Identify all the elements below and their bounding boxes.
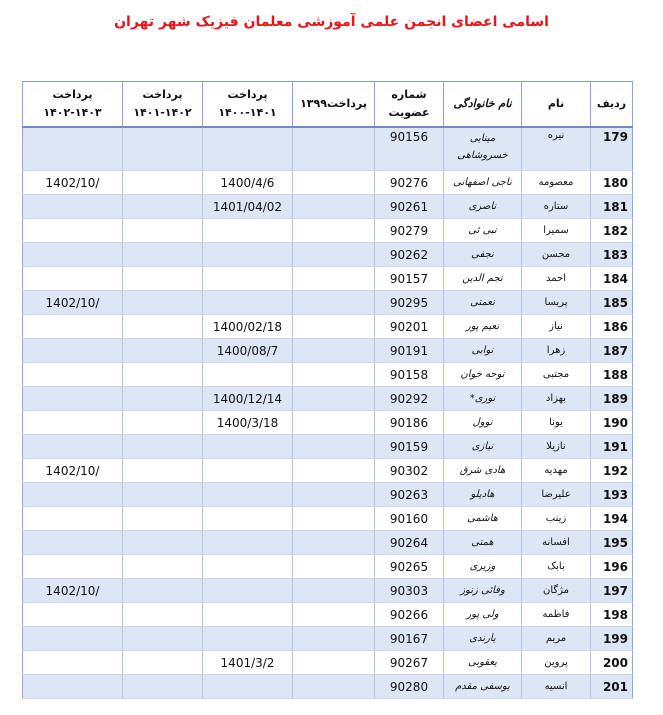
row-number-cell: 201 xyxy=(591,675,633,699)
member-number-cell: 90167 xyxy=(375,627,444,651)
table-row xyxy=(23,315,633,339)
payment-1399-cell xyxy=(293,579,375,603)
payment-1399-cell xyxy=(293,387,375,411)
family-name-cell: نیازی xyxy=(444,435,522,459)
table-row xyxy=(23,483,633,507)
first-name-cell: زهرا xyxy=(522,339,591,363)
payment-1400-1401-cell xyxy=(203,435,293,459)
row-number-cell: 185 xyxy=(591,291,633,315)
payment-1399-cell xyxy=(293,531,375,555)
first-name-cell: نیره xyxy=(522,127,591,171)
row-number-cell: 182 xyxy=(591,219,633,243)
payment-1401-1402-cell xyxy=(123,363,203,387)
payment-1400-1401-cell: 1400/3/18 xyxy=(203,411,293,435)
payment-1400-1401-cell: 1400/08/7 xyxy=(203,339,293,363)
payment-1401-1402-cell xyxy=(123,531,203,555)
payment-1401-1402-cell xyxy=(123,267,203,291)
payment-1399-cell xyxy=(293,243,375,267)
payment-1399-cell xyxy=(293,507,375,531)
row-number-cell: 197 xyxy=(591,579,633,603)
payment-1401-1402-cell xyxy=(123,579,203,603)
row-number-cell: 180 xyxy=(591,171,633,195)
member-number-cell: 90295 xyxy=(375,291,444,315)
family-name-cell: نعمتی xyxy=(444,291,522,315)
row-number-cell: 193 xyxy=(591,483,633,507)
member-number-cell: 90292 xyxy=(375,387,444,411)
member-number-cell: 90157 xyxy=(375,267,444,291)
payment-1400-1401-cell xyxy=(203,627,293,651)
member-number-cell: 90160 xyxy=(375,507,444,531)
payment-1402-1403-cell xyxy=(23,627,123,651)
table-header-row xyxy=(23,82,633,128)
payment-1401-1402-cell xyxy=(123,291,203,315)
first-name-cell: زینب xyxy=(522,507,591,531)
payment-1401-1402-cell xyxy=(123,339,203,363)
payment-1401-1402-cell xyxy=(123,171,203,195)
first-name-cell: مهدیه xyxy=(522,459,591,483)
payment-1399-cell xyxy=(293,127,375,171)
member-number-cell: 90279 xyxy=(375,219,444,243)
member-number-cell: 90267 xyxy=(375,651,444,675)
table-row xyxy=(23,603,633,627)
payment-1399-cell xyxy=(293,459,375,483)
payment-1399-cell xyxy=(293,171,375,195)
payment-1400-1401-cell: 1400/12/14 xyxy=(203,387,293,411)
header-payment-1400-1401: پرداخت ۱۴۰۱-۱۴۰۰ xyxy=(203,82,293,128)
payment-1402-1403-cell xyxy=(23,555,123,579)
payment-1402-1403-cell xyxy=(23,339,123,363)
payment-1399-cell xyxy=(293,195,375,219)
row-number-cell: 181 xyxy=(591,195,633,219)
member-number-cell: 90276 xyxy=(375,171,444,195)
payment-1401-1402-cell xyxy=(123,387,203,411)
first-name-cell: معصومه xyxy=(522,171,591,195)
payment-1400-1401-cell xyxy=(203,267,293,291)
member-number-cell: 90266 xyxy=(375,603,444,627)
payment-1400-1401-cell xyxy=(203,507,293,531)
payment-1402-1403-cell xyxy=(23,387,123,411)
family-name-cell: هاشمی xyxy=(444,507,522,531)
payment-1400-1401-cell xyxy=(203,531,293,555)
payment-1402-1403-cell xyxy=(23,483,123,507)
member-number-cell: 90261 xyxy=(375,195,444,219)
row-number-cell: 188 xyxy=(591,363,633,387)
payment-1399-cell xyxy=(293,315,375,339)
payment-1402-1403-cell xyxy=(23,435,123,459)
row-number-cell: 189 xyxy=(591,387,633,411)
family-name-cell: نجم الدین xyxy=(444,267,522,291)
first-name-cell: بابک xyxy=(522,555,591,579)
family-name-cell: وفائی زنوز xyxy=(444,579,522,603)
payment-1400-1401-cell xyxy=(203,555,293,579)
table-row xyxy=(23,627,633,651)
family-name-cell: نعیم پور xyxy=(444,315,522,339)
header-payment-1401-1402: پرداخت ۱۴۰۲-۱۴۰۱ xyxy=(123,82,203,128)
payment-1399-cell xyxy=(293,651,375,675)
family-name-cell: نبی ئی xyxy=(444,219,522,243)
payment-1401-1402-cell xyxy=(123,675,203,699)
payment-1400-1401-cell xyxy=(203,291,293,315)
row-number-cell: 194 xyxy=(591,507,633,531)
table-row xyxy=(23,171,633,195)
member-number-cell: 90201 xyxy=(375,315,444,339)
first-name-cell: علیرضا xyxy=(522,483,591,507)
payment-1400-1401-cell: 1400/4/6 xyxy=(203,171,293,195)
table-row xyxy=(23,363,633,387)
payment-1401-1402-cell xyxy=(123,195,203,219)
table-row xyxy=(23,267,633,291)
family-name-cell: هادیلو xyxy=(444,483,522,507)
header-row-number: ردیف xyxy=(591,82,633,128)
members-table xyxy=(22,81,633,699)
header-member-number: شماره عضویت xyxy=(375,82,444,128)
payment-1402-1403-cell xyxy=(23,267,123,291)
payment-1402-1403-cell xyxy=(23,127,123,171)
family-name-cell: نوحه خوان xyxy=(444,363,522,387)
family-name-cell: نوری* xyxy=(444,387,522,411)
member-number-cell: 90156 xyxy=(375,127,444,171)
payment-1399-cell xyxy=(293,627,375,651)
first-name-cell: فاطمه xyxy=(522,603,591,627)
row-number-cell: 184 xyxy=(591,267,633,291)
payment-1402-1403-cell xyxy=(23,675,123,699)
table-row xyxy=(23,339,633,363)
member-number-cell: 90303 xyxy=(375,579,444,603)
payment-1399-cell xyxy=(293,339,375,363)
family-name-cell: نوول xyxy=(444,411,522,435)
header-family: نام خانوادگی xyxy=(444,82,522,128)
first-name-cell: محسن xyxy=(522,243,591,267)
family-name-cell: یعقوبی xyxy=(444,651,522,675)
payment-1401-1402-cell xyxy=(123,219,203,243)
first-name-cell: پروین xyxy=(522,651,591,675)
row-number-cell: 200 xyxy=(591,651,633,675)
payment-1399-cell xyxy=(293,483,375,507)
table-row xyxy=(23,219,633,243)
page-title: اسامی اعضای انجمن علمی آموزشی معلمان فیزیک شهر تهران xyxy=(114,14,549,30)
table-row xyxy=(23,127,633,171)
row-number-cell: 192 xyxy=(591,459,633,483)
payment-1401-1402-cell xyxy=(123,411,203,435)
row-number-cell: 183 xyxy=(591,243,633,267)
header-payment-1399: پرداخت۱۳۹۹ xyxy=(293,82,375,128)
family-name-cell: نجفی xyxy=(444,243,522,267)
member-number-cell: 90264 xyxy=(375,531,444,555)
payment-1402-1403-cell: 1402/10/ xyxy=(23,171,123,195)
payment-1401-1402-cell xyxy=(123,555,203,579)
family-name-cell: یوسفی مقدم xyxy=(444,675,522,699)
payment-1399-cell xyxy=(293,675,375,699)
row-number-cell: 196 xyxy=(591,555,633,579)
payment-1400-1401-cell: 1401/3/2 xyxy=(203,651,293,675)
row-number-cell: 195 xyxy=(591,531,633,555)
family-name-cell: هادی شرق xyxy=(444,459,522,483)
family-name-cell: همتی xyxy=(444,531,522,555)
member-number-cell: 90158 xyxy=(375,363,444,387)
family-name-cell: ناصری xyxy=(444,195,522,219)
row-number-cell: 198 xyxy=(591,603,633,627)
table-row xyxy=(23,411,633,435)
payment-1399-cell xyxy=(293,435,375,459)
payment-1401-1402-cell xyxy=(123,651,203,675)
payment-1399-cell xyxy=(293,555,375,579)
payment-1402-1403-cell xyxy=(23,195,123,219)
payment-1401-1402-cell xyxy=(123,315,203,339)
table-row xyxy=(23,435,633,459)
payment-1400-1401-cell xyxy=(203,579,293,603)
member-number-cell: 90280 xyxy=(375,675,444,699)
first-name-cell: احمد xyxy=(522,267,591,291)
first-name-cell: نازیلا xyxy=(522,435,591,459)
member-number-cell: 90191 xyxy=(375,339,444,363)
payment-1401-1402-cell xyxy=(123,483,203,507)
payment-1402-1403-cell xyxy=(23,219,123,243)
payment-1401-1402-cell xyxy=(123,243,203,267)
member-number-cell: 90302 xyxy=(375,459,444,483)
payment-1401-1402-cell xyxy=(123,459,203,483)
first-name-cell: نیاز xyxy=(522,315,591,339)
payment-1399-cell xyxy=(293,219,375,243)
payment-1399-cell xyxy=(293,411,375,435)
row-number-cell: 190 xyxy=(591,411,633,435)
first-name-cell: انسیه xyxy=(522,675,591,699)
first-name-cell: یونا xyxy=(522,411,591,435)
table-row xyxy=(23,579,633,603)
table-row xyxy=(23,531,633,555)
table-row xyxy=(23,675,633,699)
table-row xyxy=(23,555,633,579)
first-name-cell: پریسا xyxy=(522,291,591,315)
row-number-cell: 191 xyxy=(591,435,633,459)
table-row xyxy=(23,291,633,315)
first-name-cell: مریم xyxy=(522,627,591,651)
payment-1402-1403-cell xyxy=(23,507,123,531)
first-name-cell: مجتبی xyxy=(522,363,591,387)
payment-1402-1403-cell xyxy=(23,315,123,339)
member-number-cell: 90265 xyxy=(375,555,444,579)
payment-1400-1401-cell xyxy=(203,219,293,243)
payment-1402-1403-cell xyxy=(23,411,123,435)
payment-1400-1401-cell xyxy=(203,127,293,171)
payment-1400-1401-cell xyxy=(203,459,293,483)
first-name-cell: سمیرا xyxy=(522,219,591,243)
first-name-cell: بهزاد xyxy=(522,387,591,411)
family-name-cell: نوابی xyxy=(444,339,522,363)
first-name-cell: ستاره xyxy=(522,195,591,219)
row-number-cell: 179 xyxy=(591,127,633,171)
payment-1401-1402-cell xyxy=(123,603,203,627)
table-row xyxy=(23,507,633,531)
payment-1399-cell xyxy=(293,363,375,387)
member-number-cell: 90263 xyxy=(375,483,444,507)
family-name-cell: وزیری xyxy=(444,555,522,579)
family-name-cell: مینایی خسروشاهی xyxy=(444,127,522,171)
payment-1400-1401-cell xyxy=(203,603,293,627)
payment-1402-1403-cell xyxy=(23,603,123,627)
table-body xyxy=(23,127,633,699)
row-number-cell: 199 xyxy=(591,627,633,651)
payment-1401-1402-cell xyxy=(123,507,203,531)
header-name: نام xyxy=(522,82,591,128)
payment-1401-1402-cell xyxy=(123,435,203,459)
payment-1402-1403-cell xyxy=(23,531,123,555)
table-row xyxy=(23,243,633,267)
family-name-cell: ولی پور xyxy=(444,603,522,627)
table-row xyxy=(23,459,633,483)
header-payment-1402-1403: پرداخت ۱۴۰۳-۱۴۰۲ xyxy=(23,82,123,128)
first-name-cell: مژگان xyxy=(522,579,591,603)
member-number-cell: 90186 xyxy=(375,411,444,435)
payment-1402-1403-cell xyxy=(23,363,123,387)
payment-1400-1401-cell: 1400/02/18 xyxy=(203,315,293,339)
member-number-cell: 90159 xyxy=(375,435,444,459)
table-row xyxy=(23,651,633,675)
payment-1402-1403-cell xyxy=(23,243,123,267)
payment-1402-1403-cell: 1402/10/ xyxy=(23,291,123,315)
payment-1399-cell xyxy=(293,603,375,627)
payment-1401-1402-cell xyxy=(123,127,203,171)
payment-1400-1401-cell xyxy=(203,363,293,387)
payment-1400-1401-cell xyxy=(203,675,293,699)
family-name-cell: یارندی xyxy=(444,627,522,651)
payment-1402-1403-cell: 1402/10/ xyxy=(23,459,123,483)
payment-1399-cell xyxy=(293,267,375,291)
payment-1400-1401-cell: 1401/04/02 xyxy=(203,195,293,219)
payment-1400-1401-cell xyxy=(203,243,293,267)
member-number-cell: 90262 xyxy=(375,243,444,267)
payment-1400-1401-cell xyxy=(203,483,293,507)
row-number-cell: 187 xyxy=(591,339,633,363)
table-row xyxy=(23,387,633,411)
table-row xyxy=(23,195,633,219)
row-number-cell: 186 xyxy=(591,315,633,339)
first-name-cell: افسانه xyxy=(522,531,591,555)
payment-1401-1402-cell xyxy=(123,627,203,651)
family-name-cell: ناجی اصفهانی xyxy=(444,171,522,195)
payment-1399-cell xyxy=(293,291,375,315)
payment-1402-1403-cell xyxy=(23,651,123,675)
payment-1402-1403-cell: 1402/10/ xyxy=(23,579,123,603)
